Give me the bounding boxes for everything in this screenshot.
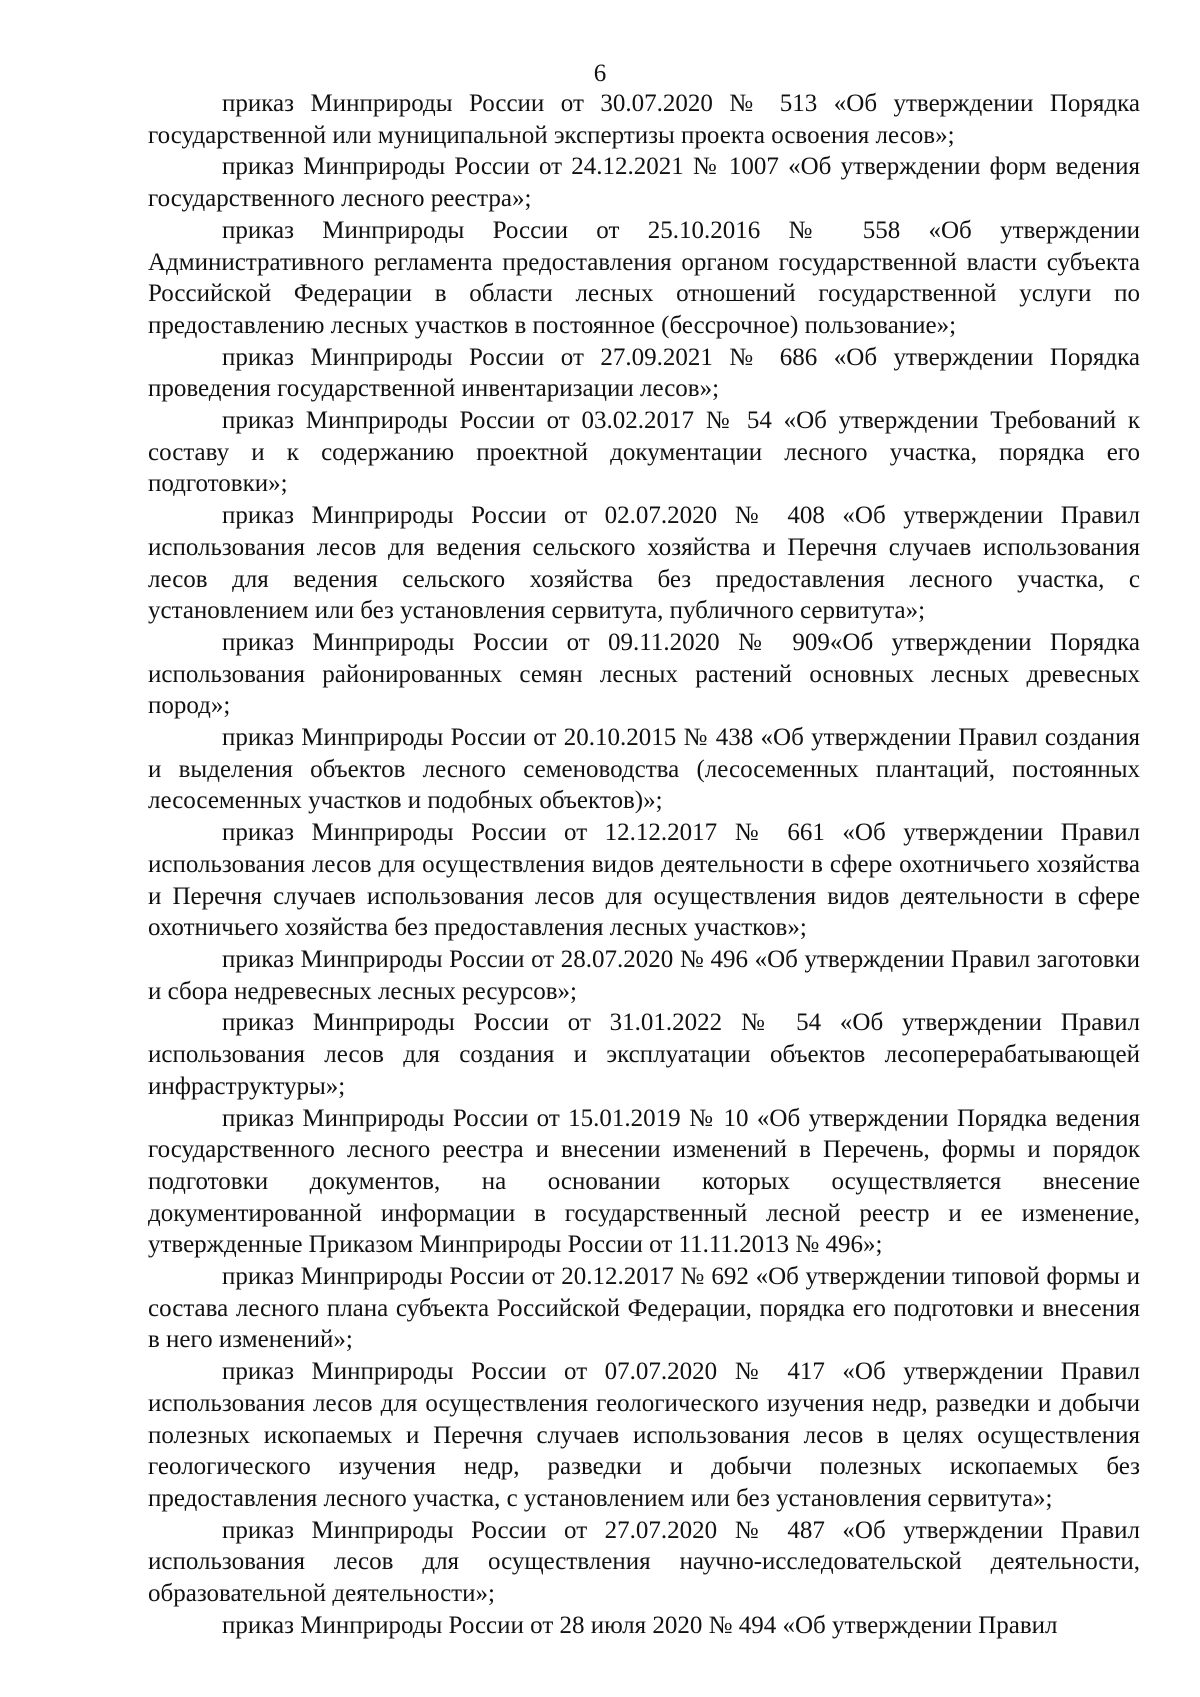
- paragraph-order-692: приказ Минприроды России от 20.12.2017 № 692 «Об утверждении типовой формы и состава лесного плана субъекта Российской Федерации, порядка его подготовки и внесения в него изменений»;: [148, 1263, 1140, 1354]
- paragraph-order-487: приказ Минприроды России от 27.07.2020 № 487 «Об утверждении Правил использования лесов для осуществления научно-исследовательской деятельности, образовательной деятельности»;: [148, 1516, 1140, 1608]
- paragraph-order-686: приказ Минприроды России от 27.09.2021 № 686 «Об утверждении Порядка проведения государственной инвентаризации лесов»;: [148, 343, 1140, 403]
- paragraph-order-54-2022: приказ Минприроды России от 31.01.2022 № 54 «Об утверждении Правил использования лесов для создания и эксплуатации объектов лесоперерабатывающей инфраструктуры»;: [148, 1009, 1140, 1100]
- paragraph-order-513: приказ Минприроды России от 30.07.2020 № 513 «Об утверждении Порядка государственной или муниципальной экспертизы проекта освоения лесов»;: [148, 90, 1140, 149]
- document-body: [148, 88, 1140, 1641]
- paragraph-order-1007: приказ Минприроды России от 24.12.2021 № 1007 «Об утверждении форм ведения государственного лесного реестра»;: [148, 153, 1140, 213]
- paragraph-order-54-2017: приказ Минприроды России от 03.02.2017 № 54 «Об утверждении Требований к составу и к содержанию проектной документации лесного участка, порядка его подготовки»;: [148, 407, 1140, 498]
- paragraph-order-408: приказ Минприроды России от 02.07.2020 № 408 «Об утверждении Правил использования лесов для ведения сельского хозяйства и Перечня случаев использования лесов для ведения сельского хозяйства без предоставления лесного участка, с установлением или без установления сервитута, публичного сервитута»;: [148, 502, 1140, 625]
- paragraph-order-496: приказ Минприроды России от 28.07.2020 № 496 «Об утверждении Правил заготовки и сбора недревесных лесных ресурсов»;: [148, 945, 1140, 1005]
- paragraph-order-417: приказ Минприроды России от 07.07.2020 № 417 «Об утверждении Правил использования лесов для осуществления геологического изучения недр, разведки и добычи полезных ископаемых и Перечня случаев использования лесов в целях осуществления геологического изучения недр, разведки и добычи полезных ископаемых без предоставления лесного участка, с установлением или без установления сервитута»;: [148, 1358, 1140, 1512]
- paragraph-order-438: приказ Минприроды России от 20.10.2015 № 438 «Об утверждении Правил создания и выделения объектов лесного семеноводства (лесосеменных плантаций, постоянных лесосеменных участков и подобных объектов)»;: [148, 724, 1140, 815]
- paragraph-order-494: приказ Минприроды России от 28 июля 2020 № 494 «Об утверждении Правил: [222, 1611, 1058, 1639]
- paragraph-order-10: приказ Минприроды России от 15.01.2019 № 10 «Об утверждении Порядка ведения государственного лесного реестра и внесении изменений в Перечень, формы и порядок подготовки документов, на основании которых осуществляется внесение документированной информации в государственный лесной реестр и ее изменение, утвержденные Приказом Минприроды России от 11.11.2013 № 496»;: [148, 1104, 1140, 1259]
- page-number: 6: [593, 60, 607, 87]
- paragraph-order-558: приказ Минприроды России от 25.10.2016 № 558 «Об утверждении Административного регламента предоставления органом государственной власти субъекта Российской Федерации в области лесных отношений государственной услуги по предоставлению лесных участков в постоянное (бессрочное) пользование»;: [148, 216, 1140, 339]
- paragraph-order-661: приказ Минприроды России от 12.12.2017 № 661 «Об утверждении Правил использования лесов для осуществления видов деятельности в сфере охотничьего хозяйства и Перечня случаев использования лесов для осуществления видов деятельности в сфере охотничьего хозяйства без предоставления лесных участков»;: [148, 819, 1140, 942]
- paragraph-order-909: приказ Минприроды России от 09.11.2020 № 909«Об утверждении Порядка использования районированных семян лесных растений основных лесных древесных пород»;: [148, 628, 1140, 720]
